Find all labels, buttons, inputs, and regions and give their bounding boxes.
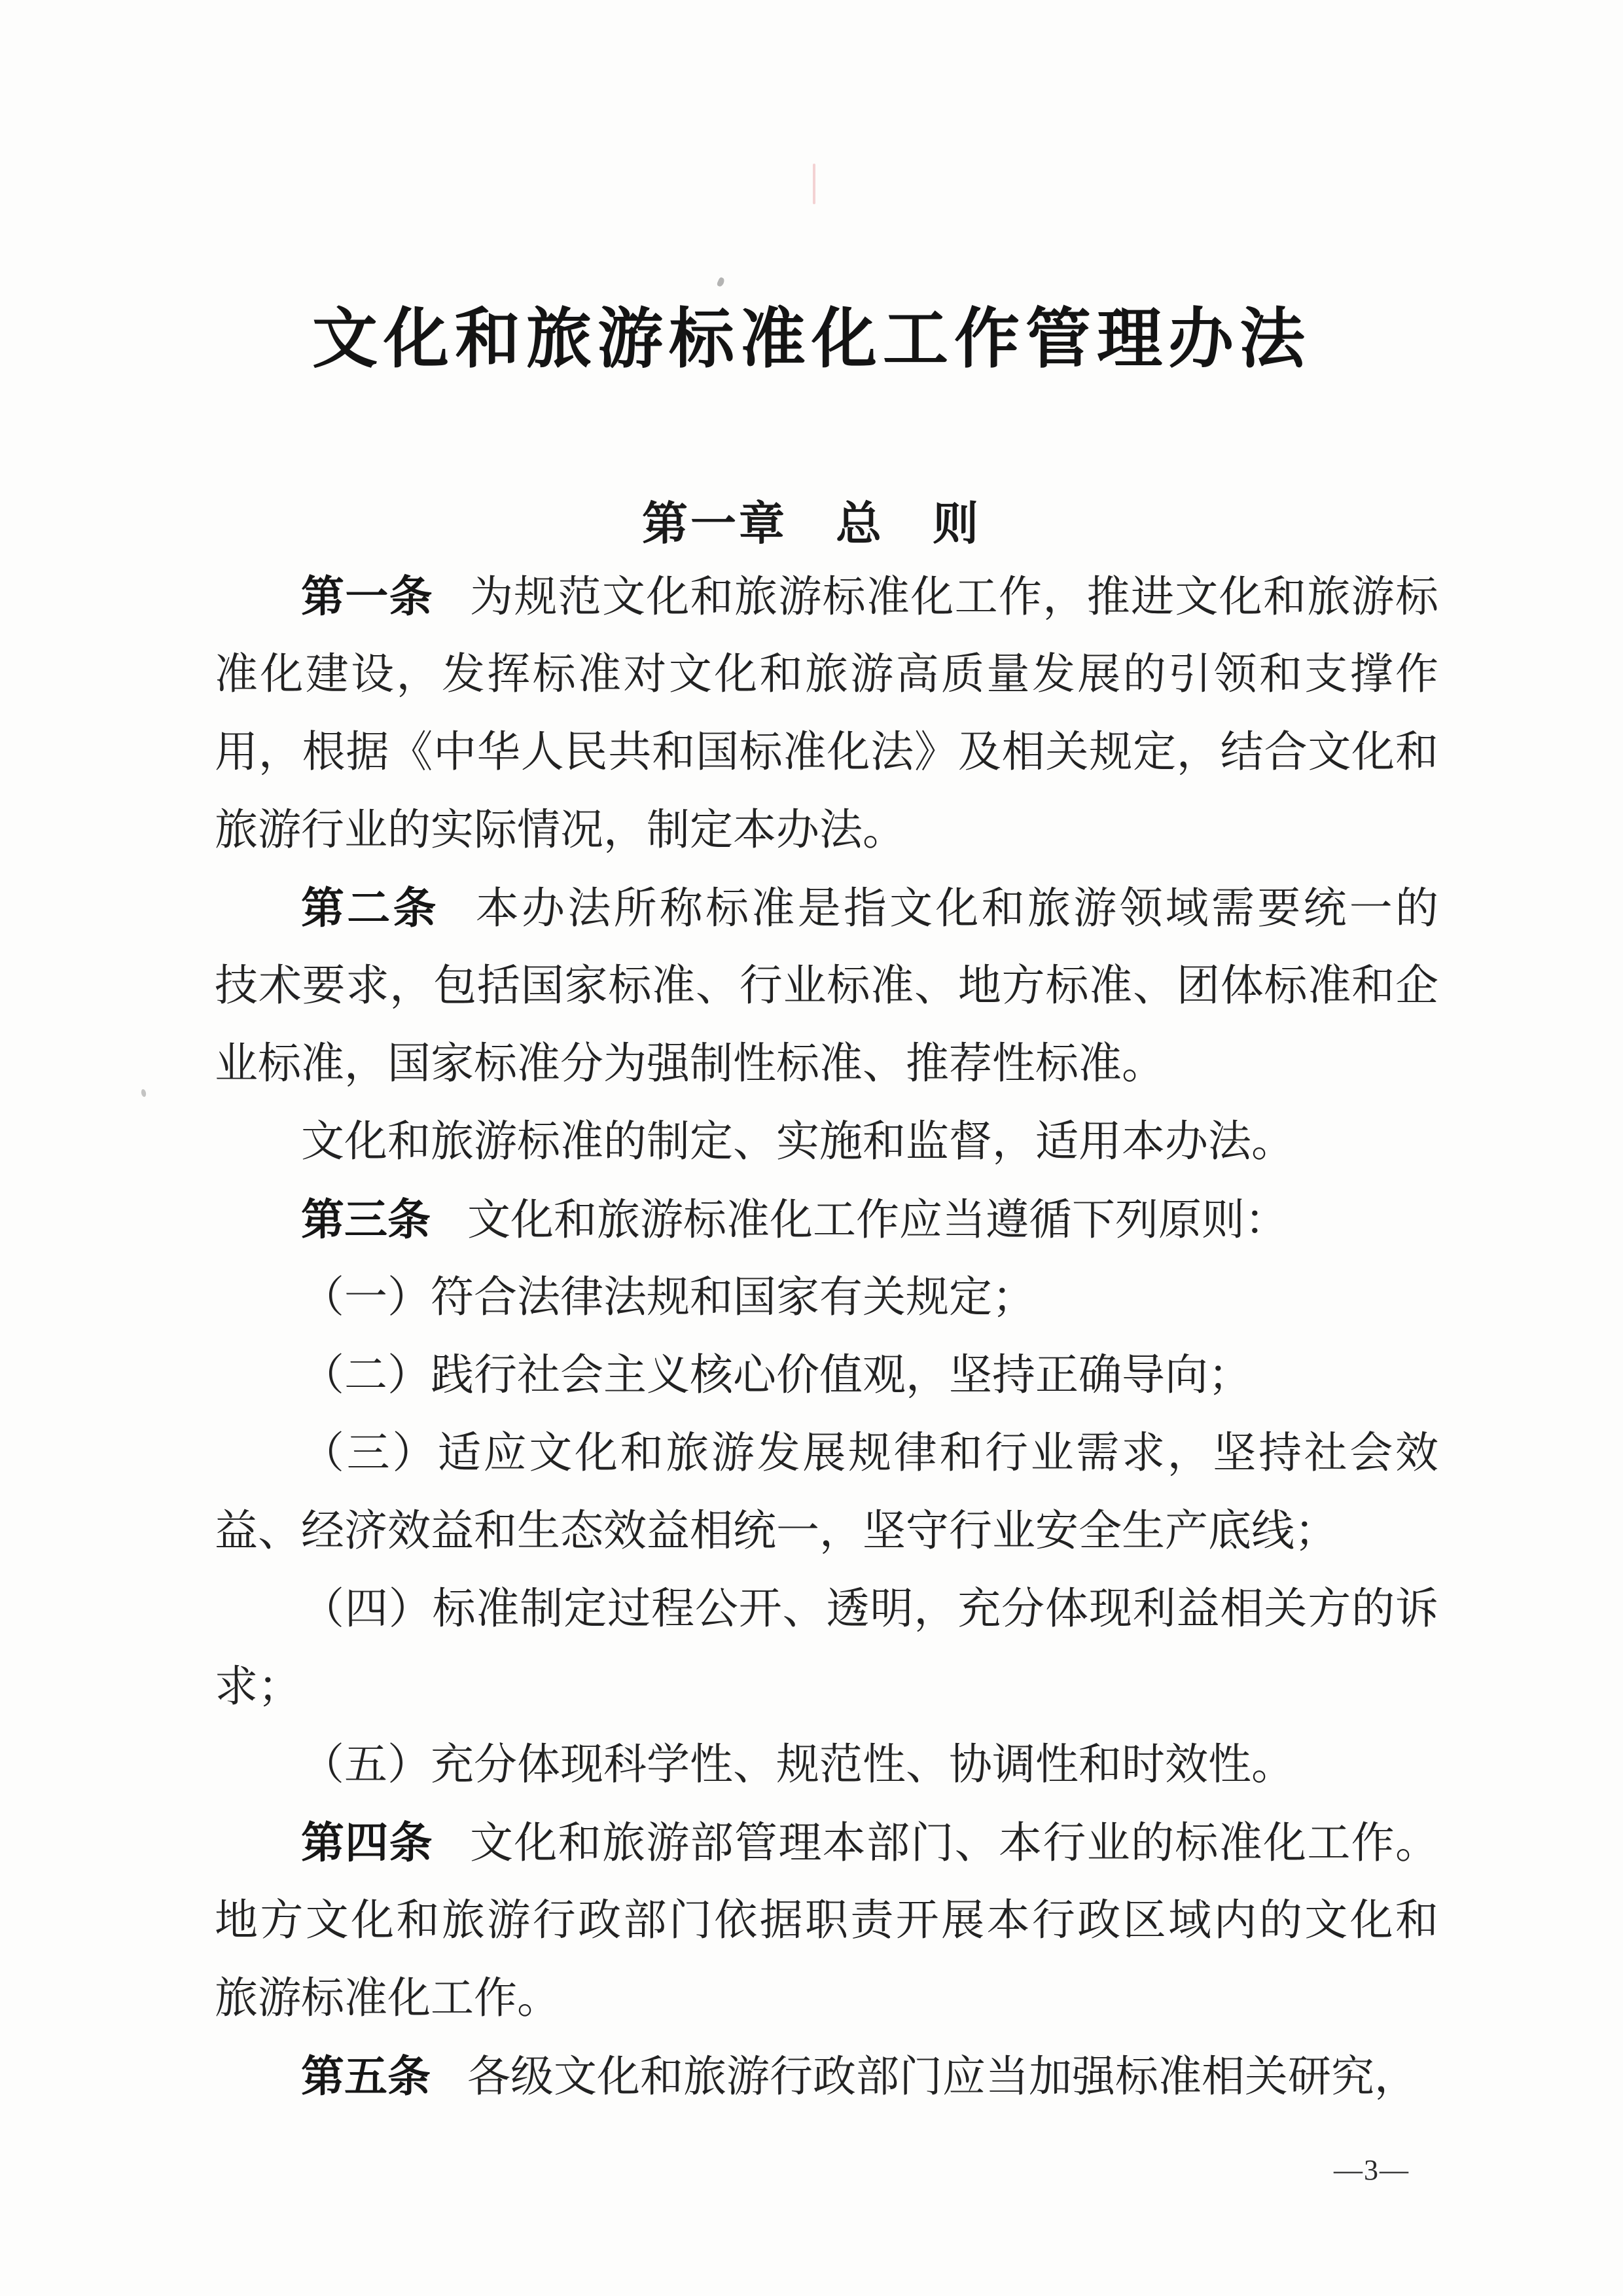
body-line: 旅游标准化工作。 — [215, 1975, 560, 2022]
document-body — [215, 558, 1438, 2115]
article-number: 第四条 — [301, 1818, 433, 1867]
page-number: —3— — [1334, 2154, 1410, 2186]
chapter-heading: 第一章 总 则 — [642, 498, 981, 549]
body-line: （二）践行社会主义核心价值观，坚持正确导向； — [301, 1352, 1251, 1399]
scan-artifact-speck — [717, 277, 726, 287]
scan-artifact-speck — [141, 1088, 147, 1097]
body-line: 第五条 各级文化和旅游行政部门应当加强标准相关研究， — [301, 2052, 1418, 2101]
document-title: 文化和旅游标准化工作管理办法 — [312, 303, 1311, 376]
body-line: 文化和旅游标准的制定、实施和监督，适用本办法。 — [301, 1118, 1294, 1166]
body-line: 业标准，国家标准分为强制性标准、推荐性标准。 — [215, 1040, 1165, 1088]
body-line: 用，根据《中华人民共和国标准化法》及相关规定，结合文化和 — [215, 728, 1438, 776]
body-line: 旅游行业的实际情况，制定本办法。 — [215, 806, 906, 854]
body-line: 地方文化和旅游行政部门依据职责开展本行政区域内的文化和 — [215, 1897, 1438, 1945]
body-line: 求； — [215, 1663, 301, 1711]
body-line: 第四条 文化和旅游部管理本部门、本行业的标准化工作。 — [301, 1818, 1438, 1867]
body-line: 第二条 本办法所称标准是指文化和旅游领域需要统一的 — [301, 884, 1439, 933]
body-line: （四）标准制定过程公开、透明，充分体现利益相关方的诉 — [301, 1585, 1438, 1633]
scan-artifact-red-line — [813, 164, 815, 204]
body-line: 技术要求，包括国家标准、行业标准、地方标准、团体标准和企 — [215, 962, 1438, 1010]
body-line: 益、经济效益和生态效益相统一，坚守行业安全生产底线； — [215, 1507, 1338, 1555]
article-number: 第三条 — [301, 1195, 431, 1244]
body-line: （一）符合法律法规和国家有关规定； — [301, 1274, 1035, 1321]
body-line: （五）充分体现科学性、规范性、协调性和时效性。 — [301, 1741, 1294, 1789]
article-number: 第五条 — [301, 2052, 431, 2100]
body-line: 第一条 为规范文化和旅游标准化工作，推进文化和旅游标 — [301, 572, 1438, 621]
body-line: 准化建设，发挥标准对文化和旅游高质量发展的引领和支撑作 — [215, 651, 1438, 698]
article-number: 第一条 — [301, 572, 433, 620]
article-number: 第二条 — [301, 884, 439, 932]
body-line: 第三条 文化和旅游标准化工作应当遵循下列原则： — [301, 1195, 1288, 1244]
body-line: （三）适应文化和旅游发展规律和行业需求，坚持社会效 — [301, 1429, 1438, 1477]
